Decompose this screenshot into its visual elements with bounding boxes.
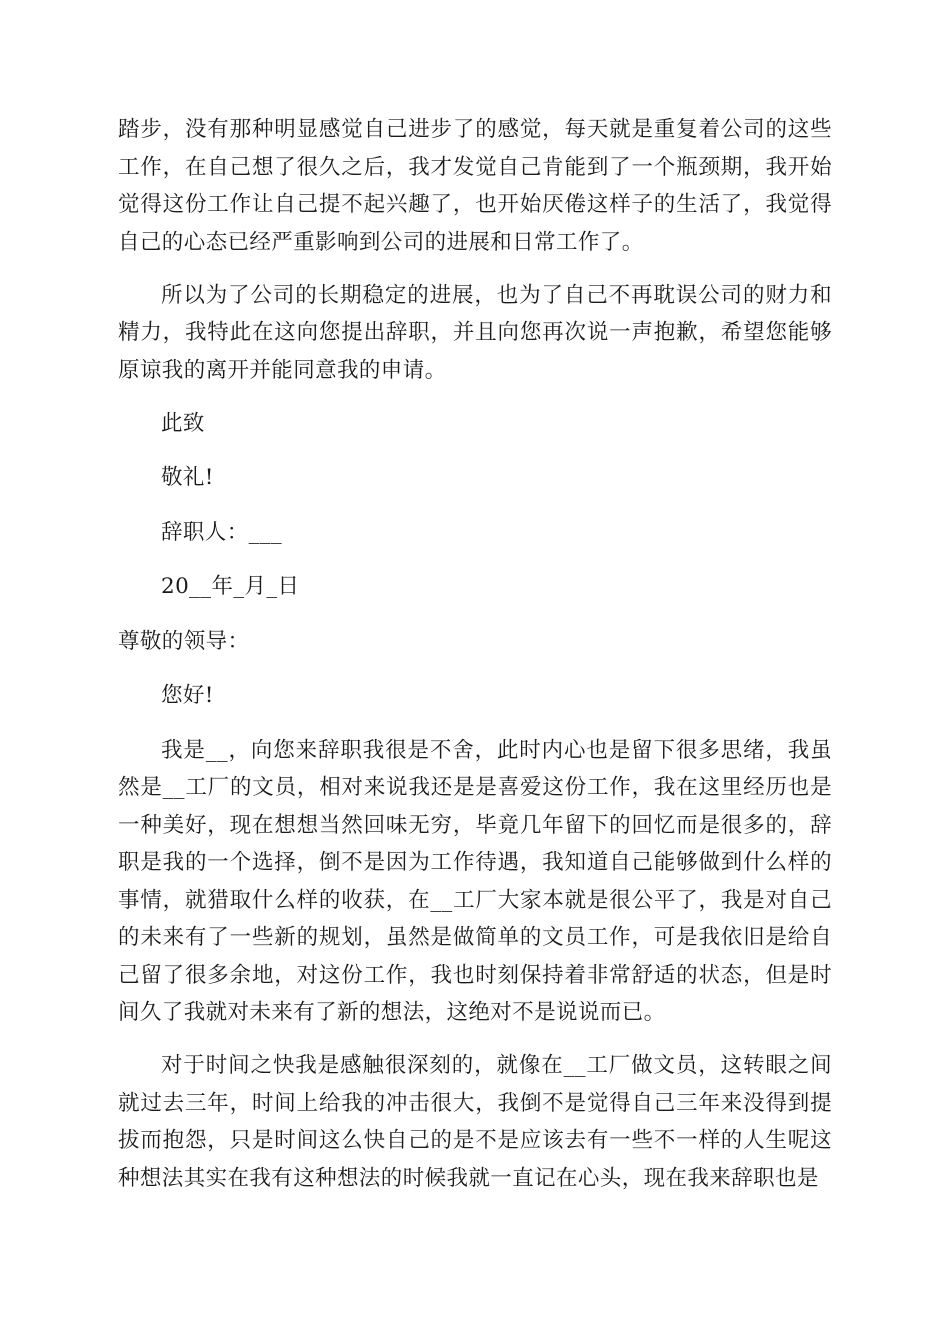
signer-line: 辞职人：___ (161, 519, 283, 545)
paragraph-letter2-2: 对于时间之快我是感触很深刻的，就像在__工厂做文员，这转眼之间就过去三年，时间上给我的冲击很大，我倒不是觉得自己三年来没得到提拔而抱怨，只是时间这么快自己的是不是应该去有一些不一样的人生呢这种想法其实在我有这种想法的时候我就一直记在心头，现在我来辞职也是 (118, 1053, 832, 1191)
paragraph-letter2-1: 我是__，向您来辞职我很是不舍，此时内心也是留下很多思绪，我虽然是__工厂的文员，相对来说我还是是喜爱这份工作，我在这里经历也是一种美好，现在想想当然回味无穷，毕竟几年留下的回忆而是很多的，辞职是我的一个选择，倒不是因为工作待遇，我知道自己能够做到什么样的事情，就猎取什么样的收获，在__工厂大家本就是很公平了，我是对自己的未来有了一些新的规划，虽然是做简单的文员工作，可是我依旧是给自己留了很多余地，对这份工作，我也时刻保持着非常舒适的状态，但是时间久了我就对未来有了新的想法，这绝对不是说说而已。 (118, 737, 832, 1025)
salutation: 尊敬的领导： (118, 628, 250, 654)
greeting: 您好! (161, 683, 214, 708)
paragraph-continuation: 踏步，没有那种明显感觉自己进步了的感觉，每天就是重复着公司的这些工作，在自己想了很久之后，我才发觉自己肯能到了一个瓶颈期，我开始觉得这份工作让自己提不起兴趣了，也开始厌倦这样子的生活了，我觉得自己的心态已经严重影响到公司的进展和日常工作了。 (118, 117, 832, 255)
closing-cizhi: 此致 (161, 410, 205, 436)
paragraph-resign-request: 所以为了公司的长期稳定的进展，也为了自己不再耽误公司的财力和精力，我特此在这向您提出辞职，并且向您再次说一声抱歉，希望您能够原谅我的离开并能同意我的申请。 (118, 282, 832, 383)
closing-jingli: 敬礼! (161, 465, 214, 490)
document-page (118, 111, 832, 1213)
date-line: 20__年_月_日 (161, 574, 300, 599)
